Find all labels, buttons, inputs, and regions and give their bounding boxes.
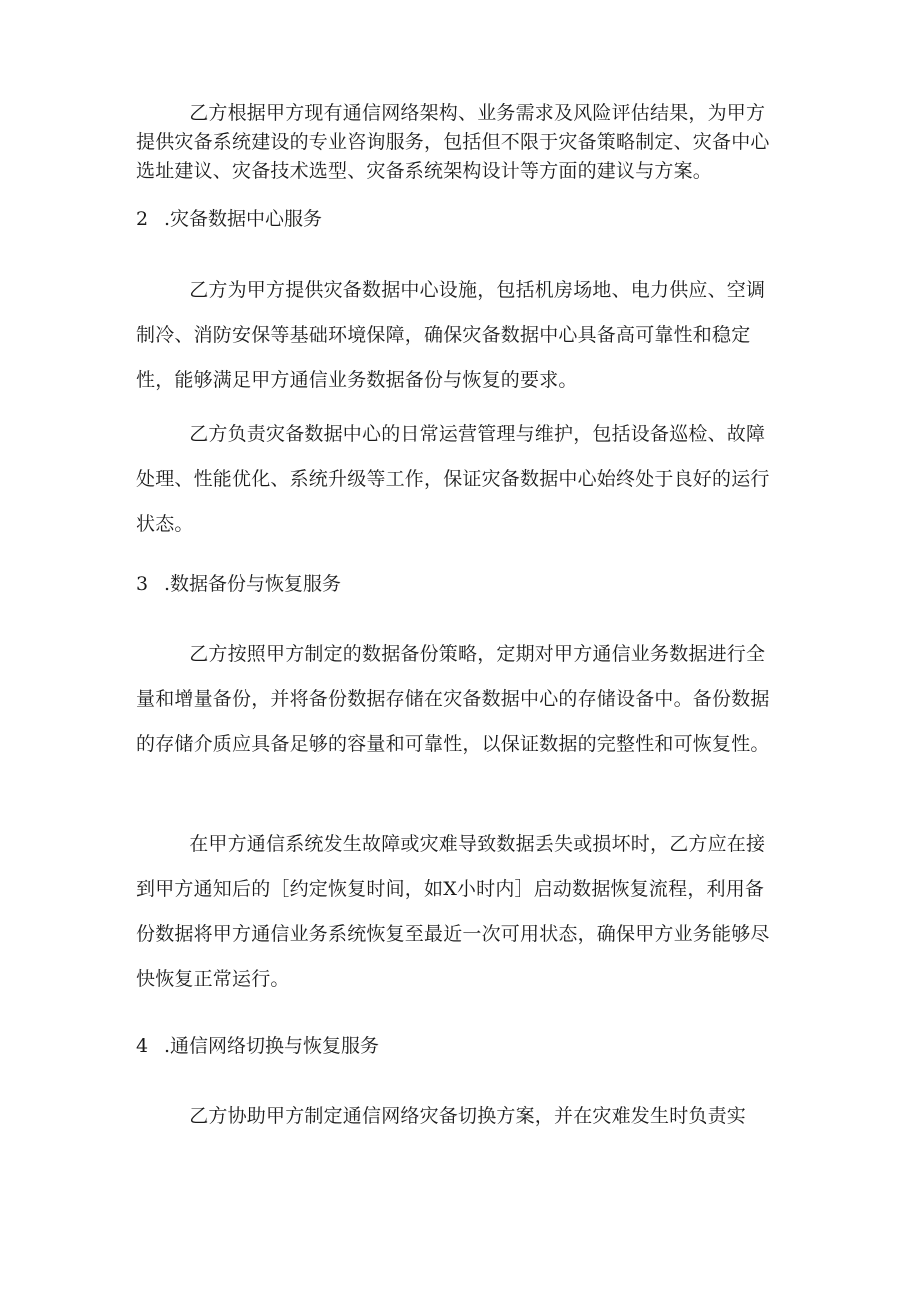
section-number: 3 — [136, 573, 149, 595]
section-title: .通信网络切换与恢复服务 — [164, 1035, 380, 1057]
section-heading-4 — [136, 1032, 379, 1060]
section-number: 2 — [136, 208, 149, 230]
section-title: .数据备份与恢复服务 — [164, 573, 342, 595]
section-number: 4 — [136, 1035, 149, 1057]
section-heading-2 — [136, 205, 322, 233]
paragraph-backup-strategy: 乙方按照甲方制定的数据备份策略，定期对甲方通信业务数据进行全量和增量备份，并将备份数据存储在灾备数据中心的存储设备中。备份数据的存储介质应具备足够的容量和可靠性，以保证数据的完整性和可恢复性。 — [136, 643, 770, 755]
paragraph-data-recovery: 在甲方通信系统发生故障或灾难导致数据丢失或损坏时，乙方应在接到甲方通知后的［约定恢复时间，如X小时内］启动数据恢复流程，利用备份数据将甲方通信业务系统恢复至最近一次可用状态，确保甲方业务能够尽快恢复正常运行。 — [136, 833, 770, 990]
section-title: .灾备数据中心服务 — [164, 208, 323, 230]
paragraph-consulting-service: 乙方根据甲方现有通信网络架构、业务需求及风险评估结果，为甲方提供灾备系统建设的专业咨询服务，包括但不限于灾备策略制定、灾备中心选址建议、灾备技术选型、灾备系统架构设计等方面的建议与方案。 — [136, 102, 770, 182]
paragraph-dr-facility: 乙方为甲方提供灾备数据中心设施，包括机房场地、电力供应、空调制冷、消防安保等基础环境保障，确保灾备数据中心具备高可靠性和稳定性，能够满足甲方通信业务数据备份与恢复的要求。 — [136, 279, 766, 391]
section-heading-3 — [136, 570, 341, 598]
paragraph-network-switchover: 乙方协助甲方制定通信网络灾备切换方案，并在灾难发生时负责实 — [189, 1105, 746, 1127]
paragraph-dr-operations: 乙方负责灾备数据中心的日常运营管理与维护，包括设备巡检、故障处理、性能优化、系统升级等工作，保证灾备数据中心始终处于良好的运行状态。 — [136, 423, 770, 535]
